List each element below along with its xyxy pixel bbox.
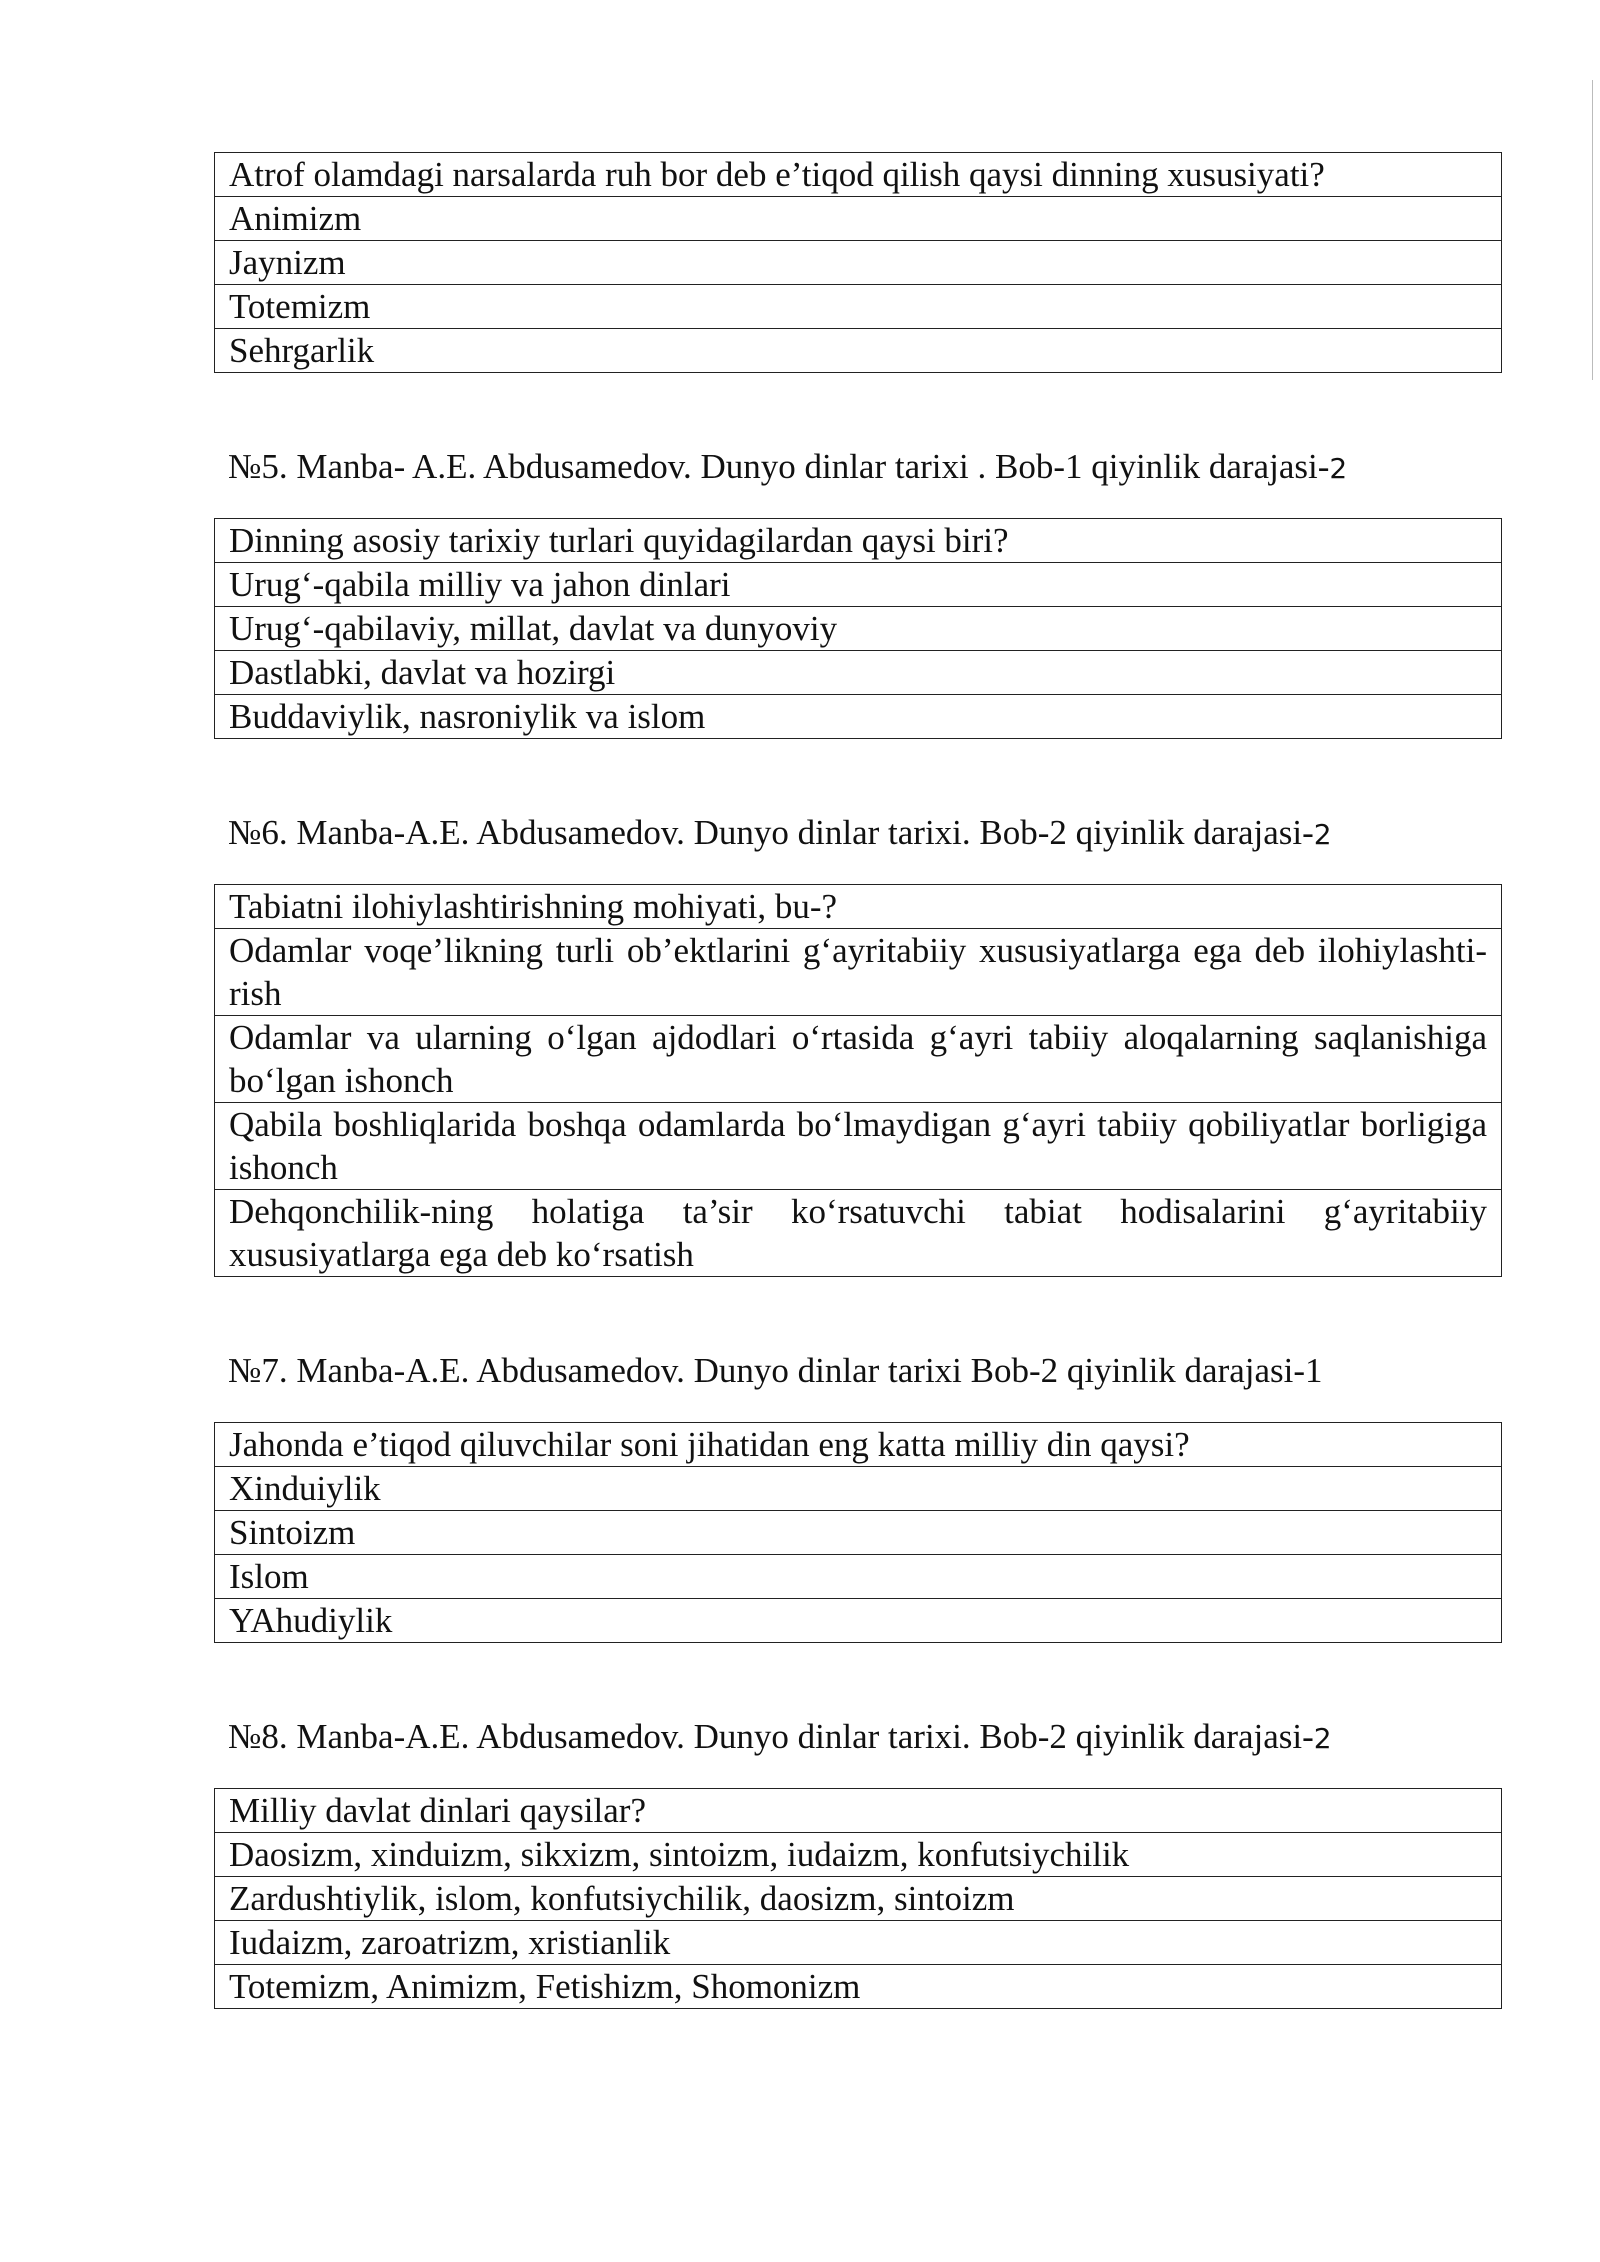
question-header-text: №8. Manba-A.E. Abdusamedov. Dunyo dinlar tarixi. Bob-2 qiyinlik darajasi- xyxy=(228,1717,1314,1756)
answer-option: Qabila boshliqlarida boshqa odamlarda bo‘lmaydigan g‘ayri tabiiy qobiliyatlar borligiga ishonch xyxy=(215,1103,1502,1190)
answer-option: Zardushtiylik, islom, konfutsiychilik, daosizm, sintoizm xyxy=(215,1877,1502,1921)
answer-option: Iudaizm, zaroatrizm, xristianlik xyxy=(215,1921,1502,1965)
answer-option: Jaynizm xyxy=(215,241,1502,285)
question-text: Atrof olamdagi narsalarda ruh bor deb e’tiqod qilish qaysi dinning xususiyati? xyxy=(215,153,1502,197)
answer-option: Daosizm, xinduizm, sikxizm, sintoizm, iudaizm, konfutsiychilik xyxy=(215,1833,1502,1877)
question-table xyxy=(214,152,1502,373)
difficulty-level: 2 xyxy=(1329,452,1348,485)
question-header xyxy=(214,1715,1502,1758)
answer-option: Urug‘-qabilaviy, millat, davlat va dunyoviy xyxy=(215,607,1502,651)
difficulty-level: 2 xyxy=(1313,818,1332,851)
question-header-text: №7. Manba-A.E. Abdusamedov. Dunyo dinlar tarixi Bob-2 qiyinlik darajasi-1 xyxy=(228,1351,1323,1390)
question-text: Jahonda e’tiqod qiluvchilar soni jihatidan eng katta milliy din qaysi? xyxy=(215,1423,1502,1467)
answer-option: Urug‘-qabila milliy va jahon dinlari xyxy=(215,563,1502,607)
question-text: Milliy davlat dinlari qaysilar? xyxy=(215,1789,1502,1833)
question-header xyxy=(214,811,1502,854)
answer-option: Sintoizm xyxy=(215,1511,1502,1555)
question-header xyxy=(214,1349,1502,1392)
answer-option: Animizm xyxy=(215,197,1502,241)
answer-option: YAhudiylik xyxy=(215,1599,1502,1643)
answer-option: Odamlar va ularning o‘lgan ajdodlari o‘rtasida g‘ayri tabiiy aloqalarning saqlanishiga bo‘lgan ishonch xyxy=(215,1016,1502,1103)
page-edge-line xyxy=(1592,80,1593,380)
answer-option: Sehrgarlik xyxy=(215,329,1502,373)
difficulty-level: 2 xyxy=(1313,1722,1332,1755)
answer-option: Dehqonchilik-ning holatiga ta’sir ko‘rsatuvchi tabiat hodisalarini g‘ayritabiiy xususiyatlarga ega deb ko‘rsatish xyxy=(215,1190,1502,1277)
answer-option: Totemizm, Animizm, Fetishizm, Shomonizm xyxy=(215,1965,1502,2009)
question-table xyxy=(214,518,1502,739)
answer-option: Islom xyxy=(215,1555,1502,1599)
question-table xyxy=(214,1422,1502,1643)
answer-option: Buddaviylik, nasroniylik va islom xyxy=(215,695,1502,739)
question-table xyxy=(214,1788,1502,2009)
question-header xyxy=(214,445,1502,488)
test-page xyxy=(214,152,1502,2009)
question-header-text: №6. Manba-A.E. Abdusamedov. Dunyo dinlar tarixi. Bob-2 qiyinlik darajasi- xyxy=(228,813,1314,852)
question-header-text: №5. Manba- A.E. Abdusamedov. Dunyo dinlar tarixi . Bob-1 qiyinlik darajasi- xyxy=(228,447,1330,486)
answer-option: Odamlar voqe’likning turli ob’ektlarini g‘ayritabiiy xususiyatlarga ega deb ilohiylashti-rish xyxy=(215,929,1502,1016)
question-text: Tabiatni ilohiylashtirishning mohiyati, bu-? xyxy=(215,885,1502,929)
question-table xyxy=(214,884,1502,1277)
question-text: Dinning asosiy tarixiy turlari quyidagilardan qaysi biri? xyxy=(215,519,1502,563)
answer-option: Totemizm xyxy=(215,285,1502,329)
answer-option: Dastlabki, davlat va hozirgi xyxy=(215,651,1502,695)
answer-option: Xinduiylik xyxy=(215,1467,1502,1511)
